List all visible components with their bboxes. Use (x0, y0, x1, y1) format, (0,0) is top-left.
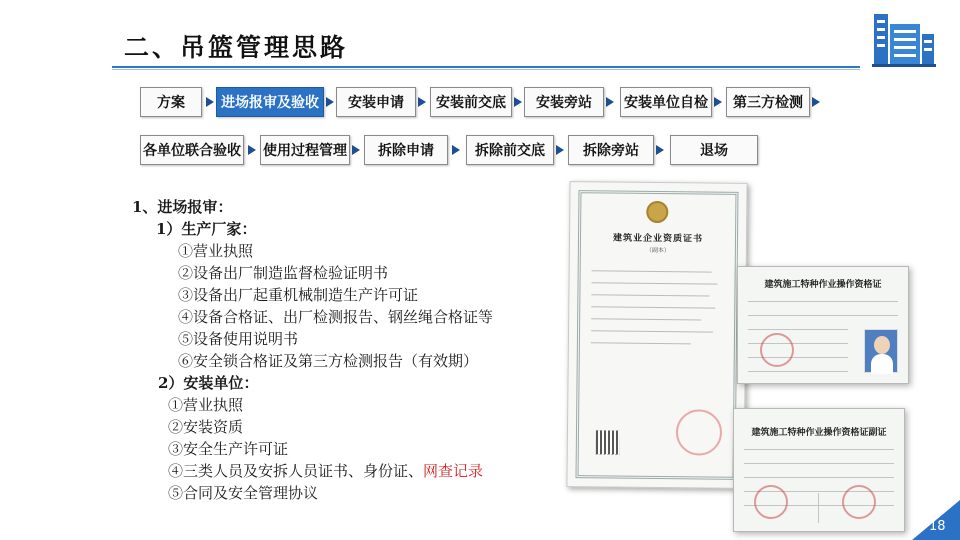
card-line (748, 371, 848, 372)
card-line (744, 477, 894, 478)
list-item (168, 460, 483, 482)
list-item: ⑥安全锁合格证及第三方检测报告（有效期） (178, 352, 479, 370)
section-heading: 1、进场报审： (132, 198, 233, 216)
flow-step-dismantle-supervision[interactable]: 拆除旁站 (568, 135, 654, 165)
card-line (748, 301, 898, 302)
flow-step-installer-self-check[interactable]: 安装单位自检 (620, 87, 712, 117)
card-stamp-icon (760, 333, 794, 367)
subsection-title-installer: 2）安装单位： (158, 374, 259, 392)
card-line (818, 493, 819, 523)
list-item: ①营业执照 (168, 396, 244, 414)
title-underline (112, 66, 860, 68)
card-title: 建筑施工特种作业操作资格证副证 (751, 428, 887, 438)
list-item: ⑤设备使用说明书 (178, 330, 299, 348)
flow-step-dismantle-briefing[interactable]: 拆除前交底 (466, 135, 554, 165)
flow-arrow (418, 97, 426, 107)
title-underline-light (112, 69, 860, 70)
flow-step-entry-approval[interactable]: 进场报审及验收 (216, 87, 324, 117)
flow-arrow (714, 97, 722, 107)
national-emblem-icon (646, 201, 668, 223)
page-number: 18 (929, 519, 946, 534)
card-title: 建筑施工特种作业操作资格证 (764, 280, 882, 290)
flow-arrow (248, 145, 256, 155)
highlight-text: 网查记录 (423, 462, 484, 480)
operator-certificate-card (737, 266, 909, 384)
list-item: ③设备出厂起重机械制造生产许可证 (178, 286, 419, 304)
card-line (744, 463, 894, 464)
card-line (748, 329, 848, 330)
photo-body (871, 354, 893, 374)
flow-step-usage-management[interactable]: 使用过程管理 (260, 135, 350, 165)
list-item-text: ④三类人员及安拆人员证书、身份证、 (168, 462, 424, 480)
subsection-title-manufacturer: 1）生产厂家： (156, 220, 257, 238)
flow-arrow (352, 145, 360, 155)
page-title: 二、吊篮管理思路 (124, 33, 349, 62)
list-item: ⑤合同及安全管理协议 (168, 484, 319, 502)
list-item: ③安全生产许可证 (168, 440, 289, 458)
flow-step-install-supervision[interactable]: 安装旁站 (524, 87, 604, 117)
flow-step-scheme[interactable]: 方案 (140, 87, 202, 117)
flow-arrow (452, 145, 460, 155)
flow-step-install-application[interactable]: 安装申请 (336, 87, 416, 117)
flow-arrow (656, 145, 664, 155)
photo-face (874, 336, 890, 354)
card-stamp-icon (842, 485, 876, 519)
flow-arrow (514, 97, 522, 107)
flow-arrow (326, 97, 334, 107)
flow-arrow (556, 145, 564, 155)
list-item: ①营业执照 (178, 242, 254, 260)
flow-step-third-party-inspection[interactable]: 第三方检测 (726, 87, 810, 117)
operator-certificate-copy-card (733, 408, 905, 532)
card-line (744, 449, 894, 450)
flow-step-joint-acceptance[interactable]: 各单位联合验收 (140, 135, 244, 165)
certificate-seal-icon (676, 409, 722, 455)
flow-step-dismantle-application[interactable]: 拆除申请 (364, 135, 448, 165)
flow-arrow (812, 97, 820, 107)
qualification-certificate-image (566, 181, 747, 489)
card-line (748, 315, 898, 316)
list-item: ②设备出厂制造监督检验证明书 (178, 264, 389, 282)
flow-arrow (206, 97, 214, 107)
flow-step-exit[interactable]: 退场 (670, 135, 758, 165)
qr-code-icon (596, 430, 620, 454)
certificate-title: 建筑业企业资质证书 (612, 233, 704, 245)
building-logo-icon (872, 10, 936, 68)
card-stamp-icon (754, 485, 788, 519)
list-item: ④设备合格证、出厂检测报告、钢丝绳合格证等 (178, 308, 494, 326)
certificate-subtitle: （副本） (645, 246, 670, 255)
list-item: ②安装资质 (168, 418, 244, 436)
flow-step-install-briefing[interactable]: 安装前交底 (430, 87, 512, 117)
flow-arrow (606, 97, 614, 107)
photo-icon (864, 329, 898, 373)
